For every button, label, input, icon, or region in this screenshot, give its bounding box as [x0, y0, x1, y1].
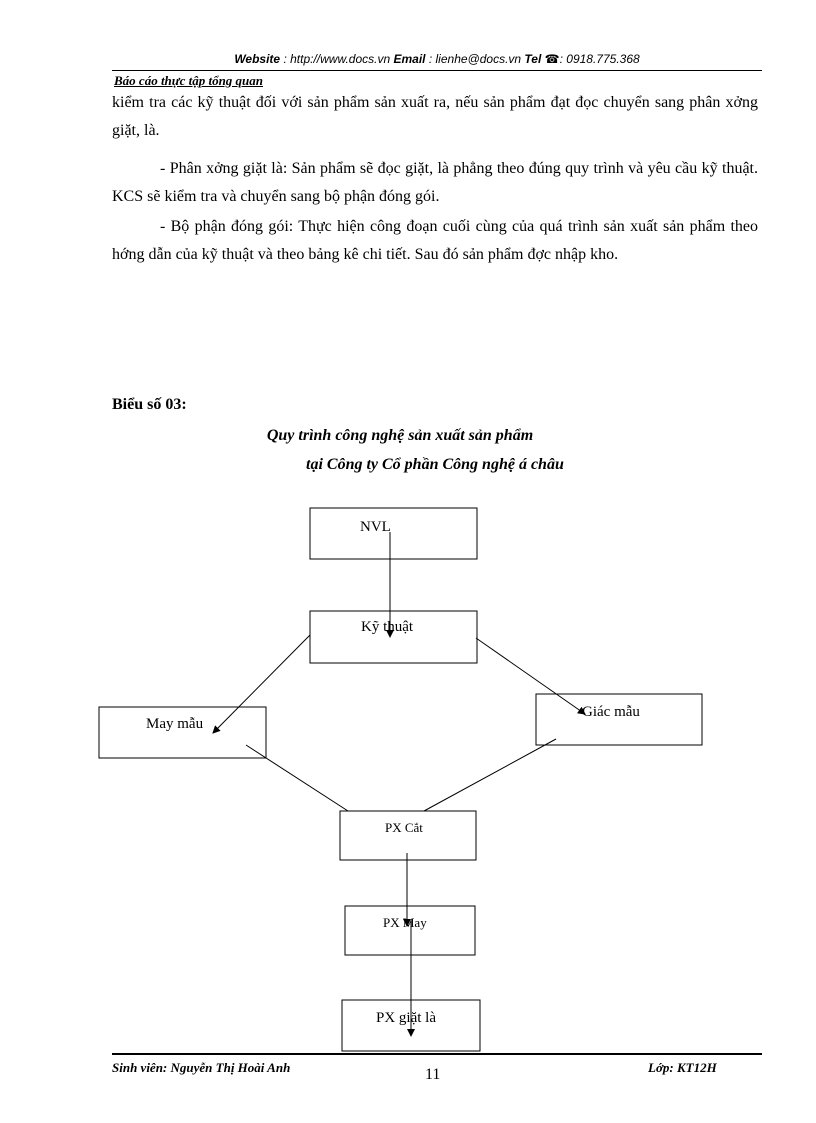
- footer-rule: [112, 1053, 762, 1055]
- website-label: Website: [234, 52, 281, 66]
- paragraph-1-text: kiểm tra các kỹ thuật đối với sản phẩm sản xuất ra, nếu sản phẩm đạt đọc chuyển sang phân xởng giặt, là.: [112, 94, 758, 139]
- figure-title-line-1: Quy trình công nghệ sản xuất sản phẩm: [266, 427, 534, 444]
- node-px-giat-la-label: PX giặt là: [376, 1010, 436, 1026]
- website-value: : http://www.docs.vn: [280, 52, 394, 66]
- node-px-may-label: PX May: [383, 915, 427, 930]
- figure-label: Biểu số 03:: [112, 396, 187, 413]
- node-nvl-label: NVL: [360, 519, 391, 535]
- edge-may-mau-px-cat: [246, 745, 348, 811]
- node-nvl-box: [310, 508, 477, 559]
- email-value: : lienhe@docs.vn: [425, 52, 525, 66]
- edge-giac-mau-px-cat: [424, 739, 556, 811]
- node-ky-thuat-label: Kỹ thuật: [361, 619, 414, 635]
- tel-label: Tel ☎: [524, 52, 560, 66]
- tel-value: : 0918.775.368: [559, 52, 640, 66]
- node-px-cat-label: PX Cắt: [385, 820, 423, 835]
- node-may-mau-label: May mẫu: [146, 716, 204, 732]
- footer-class: Lớp: KT12H: [648, 1060, 717, 1075]
- email-label: Email: [393, 52, 426, 66]
- edge-ky-thuat-giac-mau: [476, 638, 585, 714]
- paragraph-2-text: - Phân xởng giặt là: Sản phẩm sẽ đọc giặt, là phẳng theo đúng quy trình và yêu cầu kỹ thuật. KCS sẽ kiểm tra và chuyển sang bộ phận đóng gói.: [112, 160, 758, 205]
- paragraph-3-text: - Bộ phận đóng gói: Thực hiện công đoạn cuối cùng của quá trình sản xuất sản phẩm theo hớng dẫn của kỹ thuật và theo bảng kê chi tiết. Sau đó sản phẩm đợc nhập kho.: [112, 218, 758, 263]
- header-subtitle: Báo cáo thực tập tổng quan: [114, 73, 264, 88]
- page-number: 11: [425, 1066, 441, 1083]
- footer-student: Sinh viên: Nguyễn Thị Hoài Anh: [112, 1060, 291, 1075]
- figure-title-line-2: tại Công ty Cổ phần Công nghệ á châu: [306, 456, 564, 473]
- node-giac-mau-label: Giác mẫu: [582, 704, 640, 720]
